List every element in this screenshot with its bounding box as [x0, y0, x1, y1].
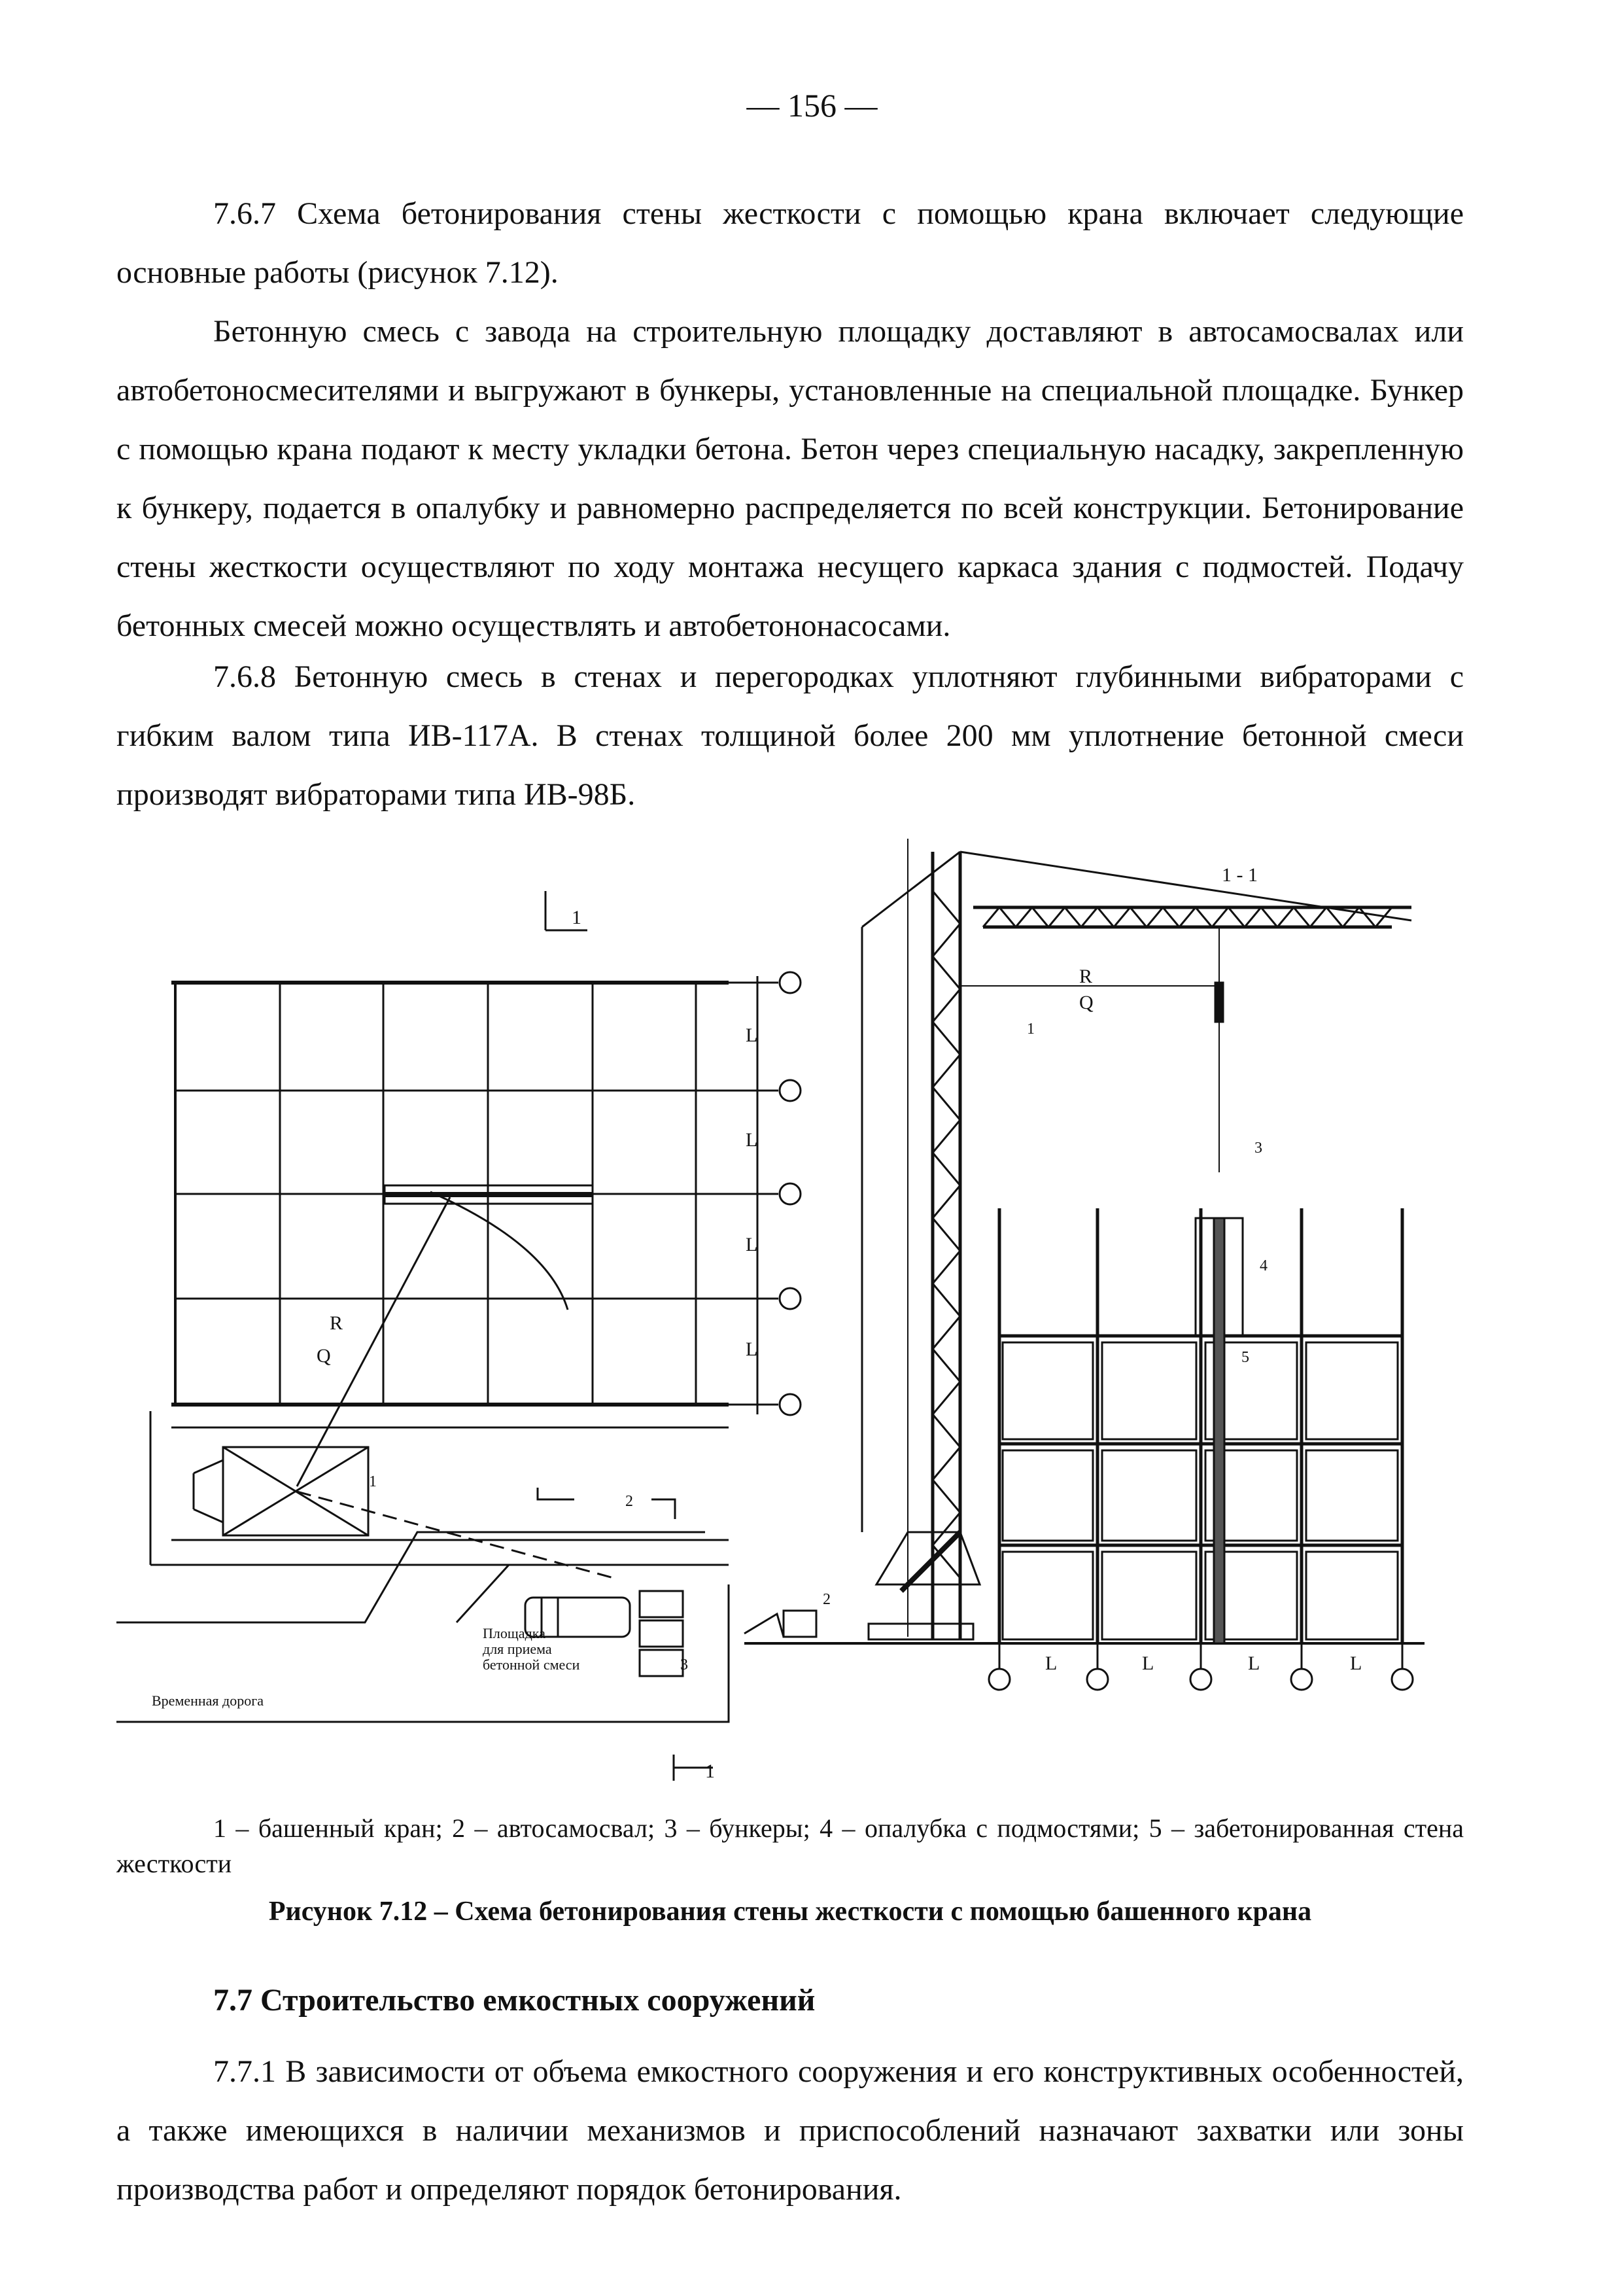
span-label-5: L [1045, 1653, 1058, 1674]
span-label-6: L [1142, 1653, 1154, 1674]
span-label-1: L [746, 1024, 758, 1046]
plan-view [116, 891, 801, 1781]
road-label: Временная дорога [152, 1692, 264, 1709]
callout-formwork: 4 [1260, 1257, 1268, 1274]
callout-truck-section: 2 [823, 1591, 831, 1608]
figure-caption: Рисунок 7.12 – Схема бетонирования стены жесткости с помощью башенного крана [268, 1897, 1312, 1927]
page-number: — 156 — [746, 87, 878, 124]
figure-concreting-scheme [116, 826, 1477, 1782]
callout-truck-plan: 2 [625, 1493, 633, 1510]
section-mark-bottom: 1 [705, 1760, 715, 1782]
radius-label-plan: R [330, 1312, 343, 1334]
span-label-4: L [746, 1338, 758, 1360]
callout-wall: 5 [1241, 1349, 1249, 1366]
section-mark-top: 1 [572, 907, 581, 928]
span-label-8: L [1350, 1653, 1362, 1674]
load-label-section: Q [1079, 992, 1094, 1013]
span-label-7: L [1248, 1653, 1260, 1674]
callout-bunker-plan: 3 [680, 1656, 688, 1673]
load-label-plan: Q [317, 1345, 331, 1367]
figure-legend: 1 – башенный кран; 2 – автосамосвал; 3 – бункеры; 4 – опалубка с подмостями; 5 – забетонированная стена жесткости [116, 1813, 1464, 1878]
callout-bunker-section: 3 [1254, 1140, 1262, 1157]
paragraph-7-7-1: 7.7.1 В зависимости от объема емкостного сооружения и его конструктивных особенностей, а также имеющихся в наличии механизмов и приспособлений назначают захватки или зоны производства работ и определяют порядок бетонирования. [116, 2054, 1464, 2207]
platform-label-line-3: бетонной смеси [483, 1656, 580, 1673]
platform-label-line-1: Площадка [483, 1625, 545, 1641]
callout-crane-plan: 1 [369, 1473, 377, 1490]
platform-label-line-2: для приема [483, 1641, 552, 1657]
span-label-3: L [746, 1234, 758, 1255]
section-view-label: 1 - 1 [1222, 864, 1258, 886]
paragraph-concrete-delivery: Бетонную смесь с завода на строительную площадку доставляют в автосамосвалах или автобетоносмесителями и выгружают в бункеры, установленные на специальной площадке. Бункер с помощью крана подают к месту укладки бетона. Бетон через специальную насадку, закрепленную к бункеру, подается в опалубку и равномерно распределяется по всей конструкции. Бетонирование стены жесткости осуществляют по ходу монтажа несущего каркаса здания с подмостей. Подачу бетонных смесей можно осуществлять и автобетононасосами. [116, 314, 1464, 643]
radius-label-section: R [1079, 966, 1093, 987]
span-label-2: L [746, 1129, 758, 1151]
paragraph-7-6-8: 7.6.8 Бетонную смесь в стенах и перегородках уплотняют глубинными вибраторами с гибким валом типа ИВ-117А. В стенах толщиной более 200 мм уплотнение бетонной смеси производят вибраторами типа ИВ-98Б. [116, 659, 1464, 812]
paragraph-7-6-7: 7.6.7 Схема бетонирования стены жесткости с помощью крана включает следующие основные работы (рисунок 7.12). [116, 196, 1464, 290]
callout-crane-section: 1 [1027, 1021, 1035, 1038]
section-heading: 7.7 Строительство емкостных сооружений [213, 1983, 816, 2018]
